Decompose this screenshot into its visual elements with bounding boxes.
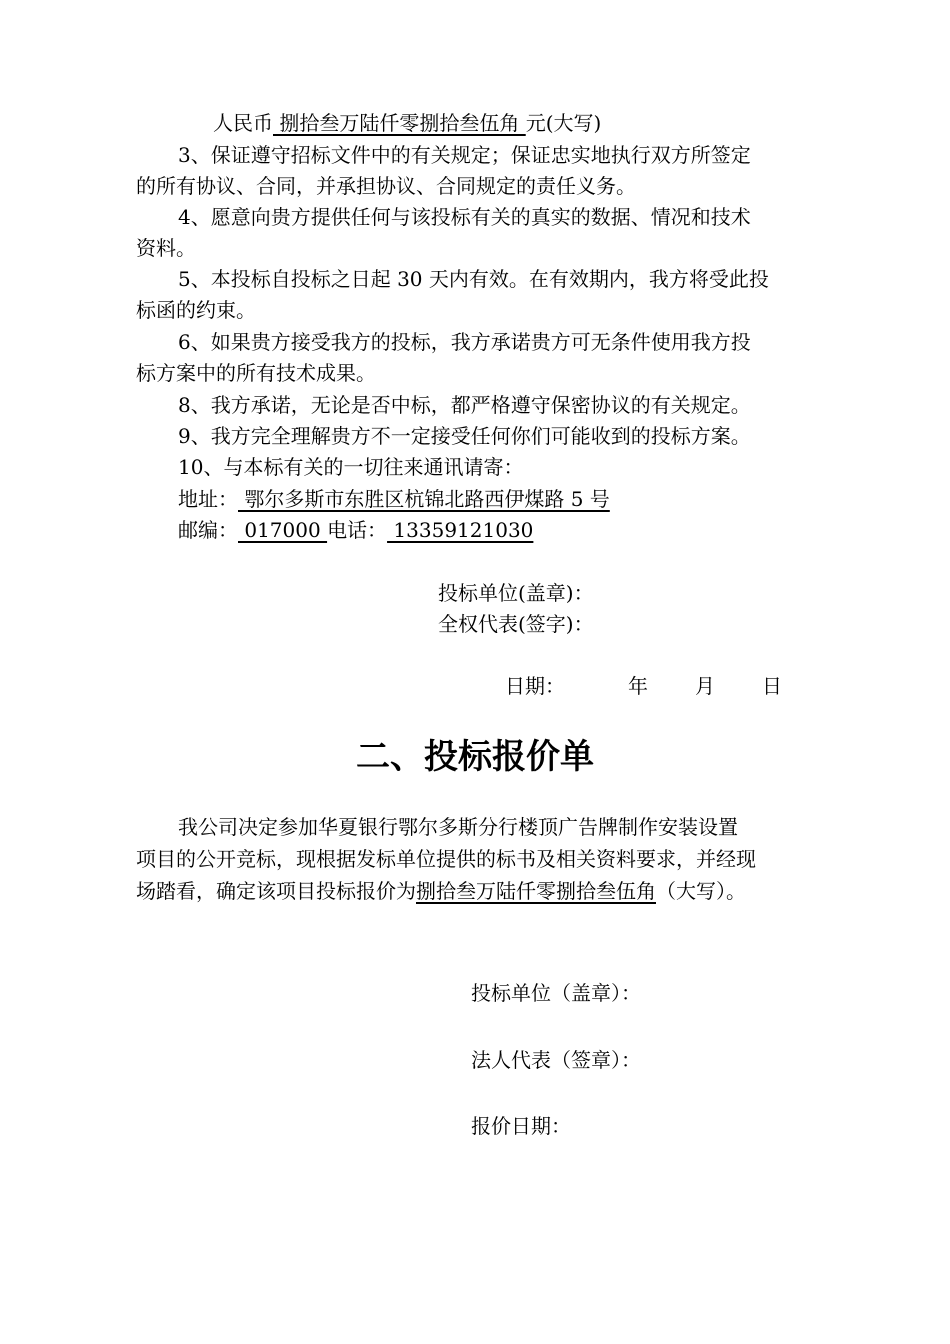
quote-para-suffix: （大写）。 [656, 879, 746, 903]
date-month: 月 [695, 674, 715, 698]
item-4-line-1: 4、愿意向贵方提供任何与该投标有关的真实的数据、情况和技术 [178, 205, 751, 229]
amount-line [213, 108, 601, 138]
address-line [178, 484, 610, 514]
postal-label: 邮编： [178, 518, 238, 542]
quote-para-line-1: 我公司决定参加华夏银行鄂尔多斯分行楼顶广告牌制作安装设置 [178, 815, 738, 839]
phone-number: 13359121030 [387, 518, 534, 542]
postal-phone-line [178, 515, 533, 545]
address-label: 地址： [178, 487, 238, 511]
item-3-line-1: 3、保证遵守招标文件中的有关规定；保证忠实地执行双方所签定 [178, 143, 751, 167]
item-5-line-2: 标函的约束。 [136, 298, 256, 322]
quote-para-line-3 [136, 876, 746, 906]
section-title: 二、投标报价单 [356, 737, 594, 777]
item-8: 8、我方承诺，无论是否中标，都严格遵守保密协议的有关规定。 [178, 393, 751, 417]
address-value: 鄂尔多斯市东胜区杭锦北路西伊煤路 5 号 [238, 487, 610, 511]
date-year: 年 [628, 674, 648, 698]
quote-amount: 捌拾叁万陆仟零捌拾叁伍角 [416, 879, 656, 903]
date-day: 日 [762, 674, 782, 698]
item-10: 10、与本标有关的一切往来通讯请寄： [178, 455, 524, 479]
date-label: 日期： [505, 674, 565, 698]
item-9: 9、我方完全理解贵方不一定接受任何你们可能收到的投标方案。 [178, 424, 751, 448]
quote-date-label: 报价日期： [471, 1114, 571, 1138]
phone-label: 电话： [327, 518, 388, 542]
amount-suffix: 元(大写) [525, 111, 602, 135]
item-6-line-2: 标方案中的所有技术成果。 [136, 361, 376, 385]
authorized-rep-label: 全权代表(签字)： [438, 612, 594, 636]
amount-uppercase: 捌拾叁万陆仟零捌拾叁伍角 [273, 111, 526, 135]
amount-prefix: 人民币 [213, 111, 273, 135]
item-3-line-2: 的所有协议、合同，并承担协议、合同规定的责任义务。 [136, 174, 636, 198]
item-5-line-1: 5、本投标自投标之日起 30 天内有效。在有效期内，我方将受此投 [178, 267, 769, 291]
item-4-line-2: 资料。 [136, 236, 196, 260]
quote-para-line-2: 项目的公开竞标，现根据发标单位提供的标书及相关资料要求，并经现 [136, 847, 756, 871]
postal-code: 017000 [238, 518, 328, 542]
legal-rep-label: 法人代表（签章）： [471, 1048, 641, 1072]
item-6-line-1: 6、如果贵方接受我方的投标，我方承诺贵方可无条件使用我方投 [178, 330, 751, 354]
bidder-seal-label: 投标单位(盖章)： [438, 581, 594, 605]
quote-bidder-seal-label: 投标单位（盖章）： [471, 981, 641, 1005]
quote-para-prefix: 场踏看，确定该项目投标报价为 [136, 879, 416, 903]
